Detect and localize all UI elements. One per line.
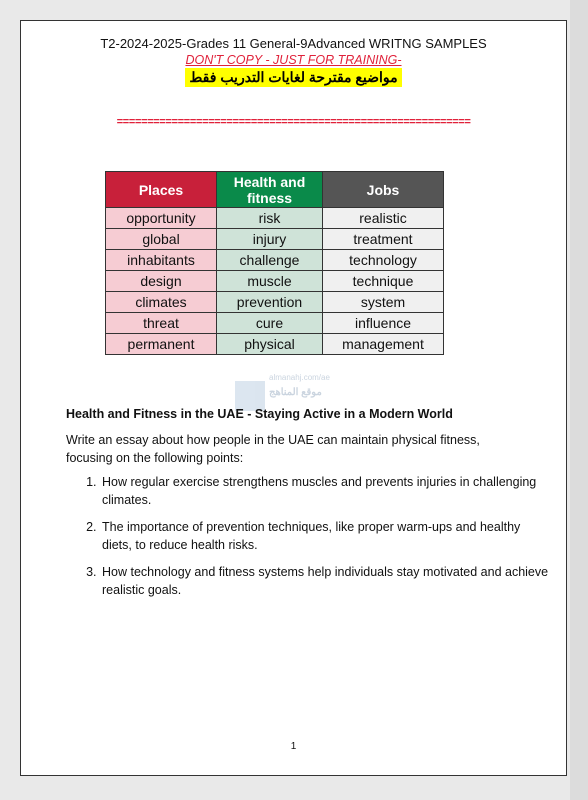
table-cell: cure: [217, 313, 323, 334]
table-row: [106, 250, 444, 271]
table-row: [106, 271, 444, 292]
header-jobs: Jobs: [323, 172, 444, 208]
vocabulary-table: [105, 171, 444, 355]
essay-points-list: [66, 473, 550, 608]
table-header-row: [106, 172, 444, 208]
table-cell: muscle: [217, 271, 323, 292]
separator-line: ==========================================================: [116, 117, 471, 129]
arabic-note: مواضيع مقترحة لغايات التدريب فقط: [185, 68, 401, 87]
table-cell: physical: [217, 334, 323, 355]
table-row: [106, 334, 444, 355]
table-cell: realistic: [323, 208, 444, 229]
table-row: [106, 208, 444, 229]
arabic-note-wrap: [21, 68, 566, 87]
list-item: 3. How technology and fitness systems help individuals stay motivated and achieve realistic goals.: [100, 563, 550, 599]
table-cell: challenge: [217, 250, 323, 271]
table-cell: technology: [323, 250, 444, 271]
document-page: [20, 20, 567, 776]
header-health-fitness: Health and fitness: [217, 172, 323, 208]
header-places: Places: [106, 172, 217, 208]
list-item: 2. The importance of prevention techniques, like proper warm-ups and healthy diets, to reduce health risks.: [100, 518, 550, 554]
watermark-text: موقع المناهج: [269, 387, 322, 398]
table-cell: climates: [106, 292, 217, 313]
watermark-url: almanahj.com/ae: [269, 373, 330, 382]
table-cell: inhabitants: [106, 250, 217, 271]
essay-prompt: Write an essay about how people in the UAE can maintain physical fitness, focusing on the following points:: [66, 433, 480, 465]
table-cell: influence: [323, 313, 444, 334]
table-cell: technique: [323, 271, 444, 292]
table-cell: global: [106, 229, 217, 250]
table-cell: permanent: [106, 334, 217, 355]
table-cell: opportunity: [106, 208, 217, 229]
table-cell: risk: [217, 208, 323, 229]
table-row: [106, 292, 444, 313]
table-row: [106, 313, 444, 334]
page-number: 1: [290, 741, 297, 752]
table-cell: injury: [217, 229, 323, 250]
copy-warning: DON'T COPY - JUST FOR TRAINING-: [185, 53, 402, 67]
table-cell: management: [323, 334, 444, 355]
table-cell: system: [323, 292, 444, 313]
list-item: 1. How regular exercise strengthens muscles and prevents injuries in challenging climates.: [100, 473, 550, 509]
table-cell: treatment: [323, 229, 444, 250]
essay-title: Health and Fitness in the UAE - Staying Active in a Modern World: [66, 407, 453, 421]
background-strip: [570, 0, 588, 800]
table-row: [106, 229, 444, 250]
table-cell: design: [106, 271, 217, 292]
table-cell: prevention: [217, 292, 323, 313]
table-cell: threat: [106, 313, 217, 334]
document-title: T2-2024-2025-Grades 11 General-9Advanced WRITNG SAMPLES: [100, 36, 487, 51]
